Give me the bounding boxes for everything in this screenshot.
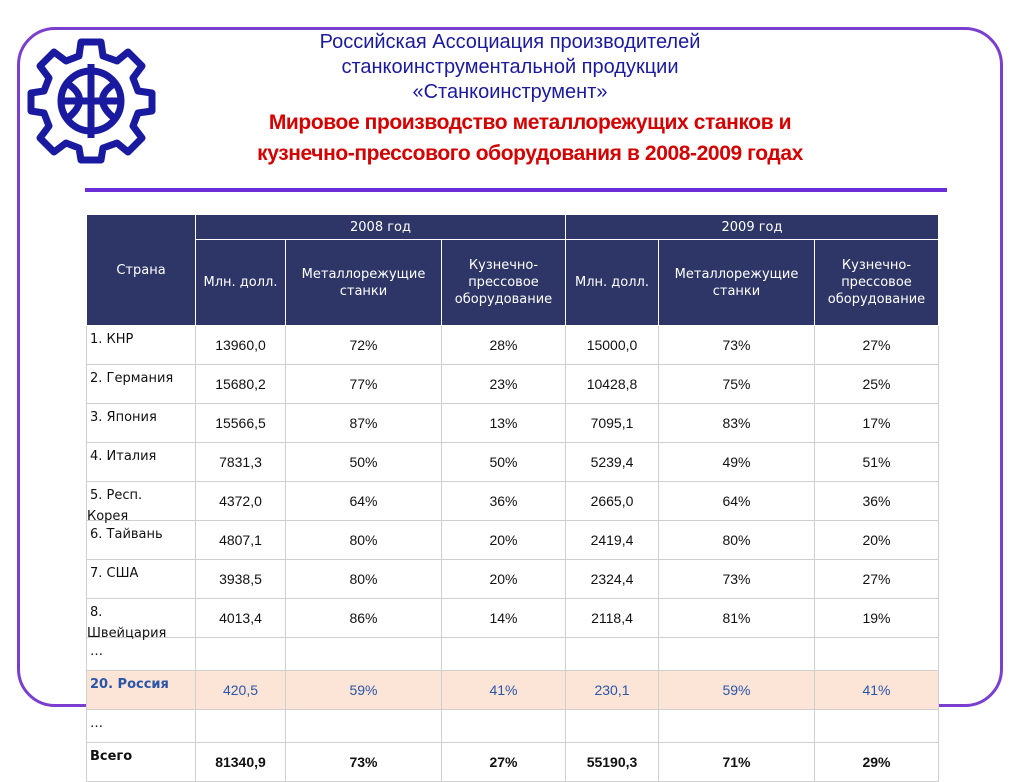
value-cell: 7831,3: [196, 443, 286, 482]
table-row: [87, 443, 939, 482]
country-name: 4. Италия: [90, 449, 157, 464]
value-cell: 13960,0: [196, 326, 286, 365]
value-cell: 15680,2: [196, 365, 286, 404]
value-cell: 23%: [442, 365, 566, 404]
value-cell: 230,1: [566, 671, 659, 710]
value-cell: [286, 638, 442, 671]
header-year-2009: 2009 год: [566, 215, 939, 240]
value-cell: 50%: [442, 443, 566, 482]
country-cell: [87, 482, 196, 524]
value-cell: 72%: [286, 326, 442, 365]
country-cell: [87, 560, 196, 599]
org-line: Российская Ассоциация производителей: [319, 31, 701, 53]
value-cell: 80%: [286, 521, 442, 560]
country-cell: [87, 599, 196, 641]
country-cell: [87, 743, 196, 782]
value-cell: 51%: [815, 443, 939, 482]
table-row: [87, 671, 939, 710]
value-cell: 41%: [815, 671, 939, 710]
value-cell: [566, 638, 659, 671]
value-cell: 64%: [659, 482, 815, 521]
country-name: …: [90, 644, 103, 659]
country-name: 8.: [90, 605, 103, 620]
country-cell: [87, 365, 196, 404]
table-row: [87, 482, 939, 521]
value-cell: 2118,4: [566, 599, 659, 638]
slide-title: [170, 107, 890, 169]
value-cell: 15000,0: [566, 326, 659, 365]
table-row: [87, 560, 939, 599]
value-cell: [196, 638, 286, 671]
country-name: …: [90, 716, 103, 731]
value-cell: 77%: [286, 365, 442, 404]
country-cell: [87, 638, 196, 671]
value-cell: 87%: [286, 404, 442, 443]
country-name: 7. США: [90, 566, 139, 581]
production-table: [86, 214, 939, 782]
country-name: 5. Респ.: [90, 488, 143, 503]
value-cell: 4807,1: [196, 521, 286, 560]
value-cell: 2324,4: [566, 560, 659, 599]
value-cell: 81340,9: [196, 743, 286, 782]
value-cell: [815, 638, 939, 671]
value-cell: 27%: [815, 560, 939, 599]
value-cell: 73%: [659, 326, 815, 365]
table-row: [87, 404, 939, 443]
value-cell: 420,5: [196, 671, 286, 710]
value-cell: 27%: [815, 326, 939, 365]
country-cell: [87, 404, 196, 443]
table-body: [87, 326, 939, 782]
value-cell: 80%: [286, 560, 442, 599]
value-cell: 3938,5: [196, 560, 286, 599]
value-cell: 7095,1: [566, 404, 659, 443]
value-cell: 64%: [286, 482, 442, 521]
table-row: [87, 638, 939, 671]
header-metal-cutting: Металлорежущие станки: [659, 240, 815, 326]
value-cell: [286, 710, 442, 743]
header-mln-usd: Млн. долл.: [196, 240, 286, 326]
table-row: [87, 599, 939, 638]
value-cell: 75%: [659, 365, 815, 404]
table-row: [87, 326, 939, 365]
value-cell: [659, 638, 815, 671]
value-cell: 86%: [286, 599, 442, 638]
value-cell: 83%: [659, 404, 815, 443]
value-cell: 10428,8: [566, 365, 659, 404]
value-cell: 4013,4: [196, 599, 286, 638]
value-cell: 49%: [659, 443, 815, 482]
value-cell: 80%: [659, 521, 815, 560]
value-cell: 73%: [286, 743, 442, 782]
value-cell: 2419,4: [566, 521, 659, 560]
table-row: [87, 743, 939, 782]
value-cell: 14%: [442, 599, 566, 638]
value-cell: [815, 710, 939, 743]
country-name: 6. Тайвань: [90, 527, 163, 542]
value-cell: 20%: [442, 560, 566, 599]
divider: [85, 188, 947, 192]
country-name: 20. Россия: [90, 677, 169, 692]
value-cell: 36%: [815, 482, 939, 521]
org-line: «Станкоинструмент»: [412, 81, 608, 103]
value-cell: 5239,4: [566, 443, 659, 482]
gear-icon: [26, 34, 156, 164]
header-mln-usd: Млн. долл.: [566, 240, 659, 326]
organization-name: [190, 30, 830, 105]
value-cell: 19%: [815, 599, 939, 638]
country-name: 2. Германия: [90, 371, 174, 386]
value-cell: 29%: [815, 743, 939, 782]
header-metal-cutting: Металлорежущие станки: [286, 240, 442, 326]
table-row: [87, 521, 939, 560]
value-cell: [442, 638, 566, 671]
value-cell: 59%: [286, 671, 442, 710]
header-year-2008: 2008 год: [196, 215, 566, 240]
value-cell: 25%: [815, 365, 939, 404]
country-cell: [87, 443, 196, 482]
country-name: Всего: [90, 749, 133, 764]
country-name: 1. КНР: [90, 332, 134, 347]
value-cell: 4372,0: [196, 482, 286, 521]
country-name-wrap: Корея: [87, 509, 129, 524]
value-cell: 20%: [815, 521, 939, 560]
country-cell: [87, 326, 196, 365]
title-line: Мировое производство металлорежущих станков и: [268, 111, 792, 134]
header-forging-press: Кузнечно-прессовое оборудование: [442, 240, 566, 326]
table-row: [87, 710, 939, 743]
value-cell: [196, 710, 286, 743]
value-cell: 2665,0: [566, 482, 659, 521]
country-cell: [87, 710, 196, 743]
value-cell: 41%: [442, 671, 566, 710]
value-cell: [659, 710, 815, 743]
value-cell: 71%: [659, 743, 815, 782]
country-name-wrap: Швейцария: [87, 626, 167, 641]
value-cell: 15566,5: [196, 404, 286, 443]
value-cell: 20%: [442, 521, 566, 560]
org-line: станкоинструментальной продукции: [341, 56, 679, 78]
value-cell: 28%: [442, 326, 566, 365]
table-row: [87, 365, 939, 404]
country-cell: [87, 671, 196, 710]
value-cell: 13%: [442, 404, 566, 443]
title-line: кузнечно-прессового оборудования в 2008-2009 годах: [257, 142, 803, 165]
header-forging-press: Кузнечно-прессовое оборудование: [815, 240, 939, 326]
value-cell: [566, 710, 659, 743]
value-cell: 59%: [659, 671, 815, 710]
value-cell: 81%: [659, 599, 815, 638]
value-cell: 50%: [286, 443, 442, 482]
value-cell: 27%: [442, 743, 566, 782]
value-cell: 17%: [815, 404, 939, 443]
value-cell: 73%: [659, 560, 815, 599]
value-cell: 36%: [442, 482, 566, 521]
header-country: Страна: [87, 215, 196, 326]
value-cell: [442, 710, 566, 743]
country-cell: [87, 521, 196, 560]
value-cell: 55190,3: [566, 743, 659, 782]
country-name: 3. Япония: [90, 410, 157, 425]
